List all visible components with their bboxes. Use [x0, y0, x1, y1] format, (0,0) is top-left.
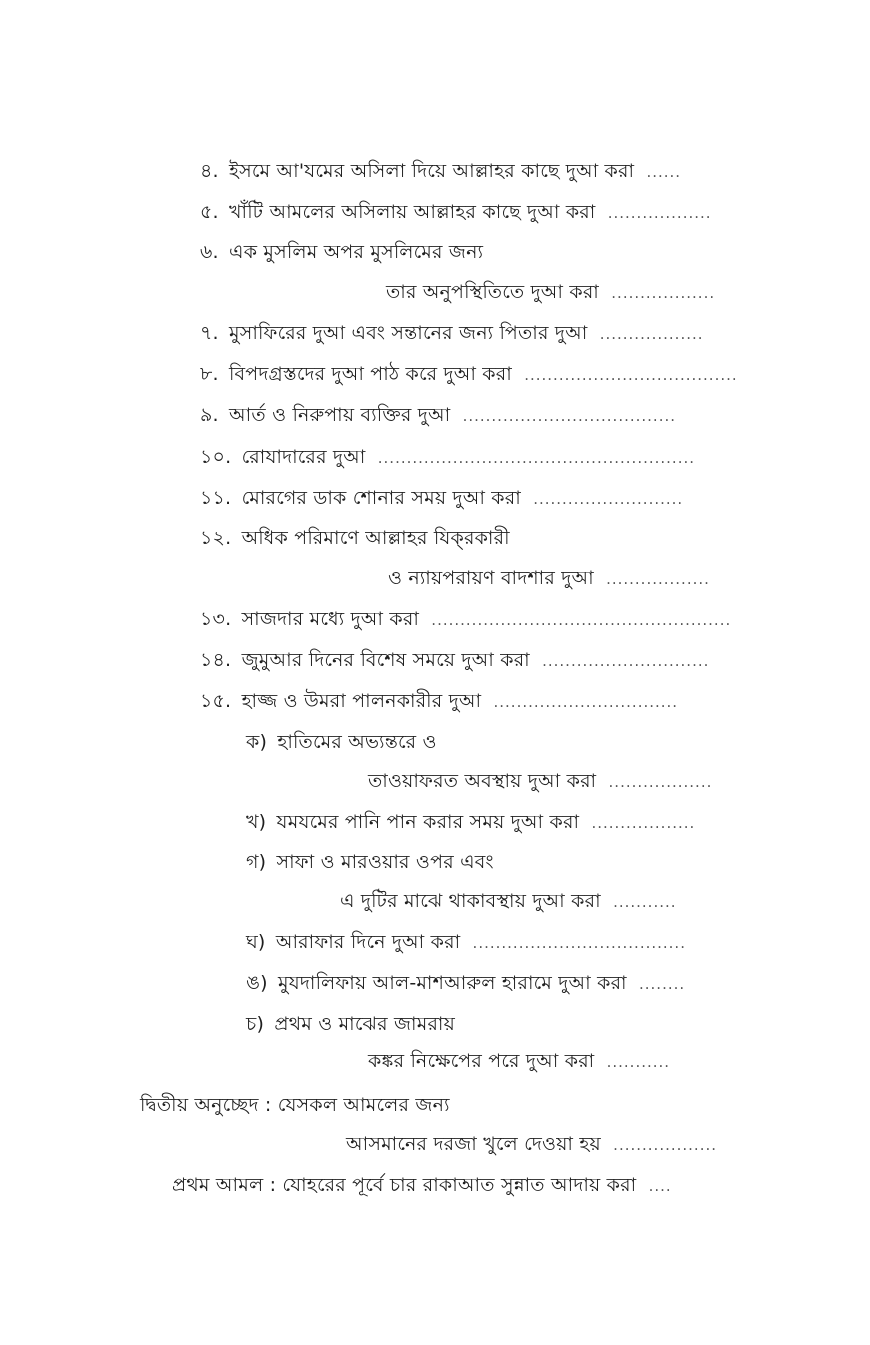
- chapter-heading: আসমানের দরজা খুলে দেওয়া হয়: [346, 1133, 601, 1155]
- entry-text: খাঁটি আমলের অসিলায় আল্লাহর কাছে দুআ করা: [229, 201, 596, 223]
- entry-text: মুসাফিরের দুআ এবং সন্তানের জন্য পিতার দুআ: [229, 322, 588, 344]
- leader-dots: ........: [639, 975, 686, 993]
- leader-dots: ...........: [606, 1053, 671, 1071]
- entry-text: প্রথম ও মাঝের জামরায়: [274, 1013, 456, 1035]
- entry-number: ১৩.: [200, 608, 232, 630]
- entry-text: জুমুআর দিনের বিশেষ সময়ে দুআ করা: [241, 649, 530, 671]
- toc-subentry-ka-line1: [246, 729, 437, 755]
- leader-dots: .......................................................: [377, 449, 696, 467]
- entry-text: হাজ্জ ও উমরা পালনকারীর দুআ: [241, 690, 482, 712]
- toc-subentry-uma: [246, 970, 685, 997]
- entry-text: রোযাদারের দুআ: [241, 446, 366, 468]
- toc-entry-15: [200, 688, 678, 715]
- entry-text: সাফা ও মারওয়ার ওপর এবং: [276, 851, 494, 873]
- toc-entry-9: [200, 402, 676, 429]
- entry-number: ৭.: [200, 322, 219, 344]
- entry-number: ১৫.: [200, 690, 232, 712]
- entry-text: মুযদালিফায় আল-মাশআরুল হারামে দুআ করা: [278, 972, 627, 994]
- entry-number: ৪.: [200, 160, 219, 182]
- entry-number: ক): [246, 731, 268, 753]
- toc-subentry-cha-line1: [246, 1011, 455, 1037]
- toc-entry-12-line1: [200, 525, 510, 551]
- entry-text: যমযমের পানি পান করার সময় দুআ করা: [276, 811, 580, 833]
- entry-number: ১৪.: [200, 649, 232, 671]
- leader-dots: .....................................: [462, 407, 676, 425]
- toc-subentry-cha-line2: [368, 1048, 670, 1075]
- leader-dots: ...........: [613, 893, 677, 911]
- entry-text: মোরগের ডাক শোনার সময় দুআ করা: [241, 487, 521, 509]
- entry-text: এ দুটির মাঝে থাকাবস্থায় দুআ করা: [340, 890, 601, 912]
- toc-entry-7: [200, 320, 704, 347]
- entry-number: চ): [246, 1013, 265, 1035]
- leader-dots: ..................: [607, 204, 712, 222]
- toc-entry-13: [200, 606, 731, 633]
- entry-number: ৯.: [200, 404, 219, 426]
- leader-dots: ..........................: [533, 490, 684, 508]
- entry-text: ইসমে আ'যমের অসিলা দিয়ে আল্লাহর কাছে দুআ করা: [229, 160, 635, 182]
- entry-text: ও ন্যায়পরায়ণ বাদশার দুআ: [388, 567, 594, 589]
- leader-dots: .....................................: [472, 934, 686, 952]
- leader-dots: ..................: [608, 773, 713, 791]
- toc-entry-6-line2: [386, 279, 715, 306]
- leader-dots: .............................: [542, 652, 710, 670]
- entry-number: ঙ): [246, 972, 268, 994]
- leader-dots: ..................: [613, 1136, 717, 1154]
- leader-dots: .....................................: [524, 366, 738, 384]
- entry-text: হাতিমের অভ্যন্তরে ও: [277, 731, 437, 753]
- entry-number: ১০.: [200, 446, 232, 468]
- toc-entry-6-line1: [200, 239, 483, 265]
- toc-chapter-2-line1: [140, 1092, 450, 1118]
- entry-text: কঙ্কর নিক্ষেপের পরে দুআ করা: [368, 1050, 595, 1072]
- leader-dots: ..................: [599, 325, 704, 343]
- toc-entry-10: [200, 444, 695, 471]
- leader-dots: ......: [646, 163, 682, 181]
- entry-text: বিপদগ্রস্তদের দুআ পাঠ করে দুআ করা: [229, 363, 512, 385]
- leader-dots: ....: [648, 1177, 672, 1195]
- toc-subentry-ga-line2: [340, 888, 677, 915]
- leader-dots: ..................: [591, 814, 696, 832]
- entry-number: খ): [246, 811, 267, 833]
- entry-number: ৬.: [200, 241, 219, 263]
- toc-entry-14: [200, 647, 709, 674]
- toc-entry-12-line2: [388, 565, 710, 592]
- toc-entry-5: [200, 199, 712, 226]
- toc-subentry-kha: [246, 809, 695, 836]
- entry-number: ১২.: [200, 527, 232, 549]
- leader-dots: ................................: [493, 693, 679, 711]
- entry-number: ১১.: [200, 487, 232, 509]
- entry-text: সাজদার মধ্যে দুআ করা: [241, 608, 420, 630]
- entry-number: ঘ): [246, 931, 266, 953]
- leader-dots: ....................................................: [431, 611, 732, 629]
- toc-subentry-ga-line1: [246, 849, 494, 875]
- toc-entry-8: [200, 361, 738, 388]
- entry-number: ৮.: [200, 363, 219, 385]
- entry-text: প্রথম আমল : যোহরের পূর্বে চার রাকাআত সুন্নাত আদায় করা: [172, 1174, 637, 1196]
- leader-dots: ..................: [611, 284, 716, 302]
- leader-dots: ..................: [606, 570, 710, 588]
- toc-entry-11: [200, 485, 683, 512]
- toc-subentry-ka-line2: [368, 768, 712, 795]
- entry-text: এক মুসলিম অপর মুসলিমের জন্য: [229, 241, 484, 263]
- entry-text: আর্ত ও নিরুপায় ব্যক্তির দুআ: [229, 404, 451, 426]
- entry-number: ৫.: [200, 201, 219, 223]
- chapter-heading: দ্বিতীয় অনুচ্ছেদ : যেসকল আমলের জন্য: [140, 1094, 450, 1116]
- entry-text: অধিক পরিমাণে আল্লাহর যিক্‌রকারী: [241, 527, 510, 549]
- toc-entry-4: [200, 158, 681, 185]
- entry-text: আরাফার দিনে দুআ করা: [275, 931, 461, 953]
- entry-number: গ): [246, 851, 267, 873]
- entry-text: তার অনুপস্থিতিতে দুআ করা: [386, 281, 600, 303]
- toc-subentry-gha: [246, 929, 686, 956]
- entry-text: তাওয়াফরত অবস্থায় দুআ করা: [368, 770, 597, 792]
- toc-amal-1: [172, 1172, 672, 1199]
- toc-chapter-2-line2: [346, 1131, 717, 1158]
